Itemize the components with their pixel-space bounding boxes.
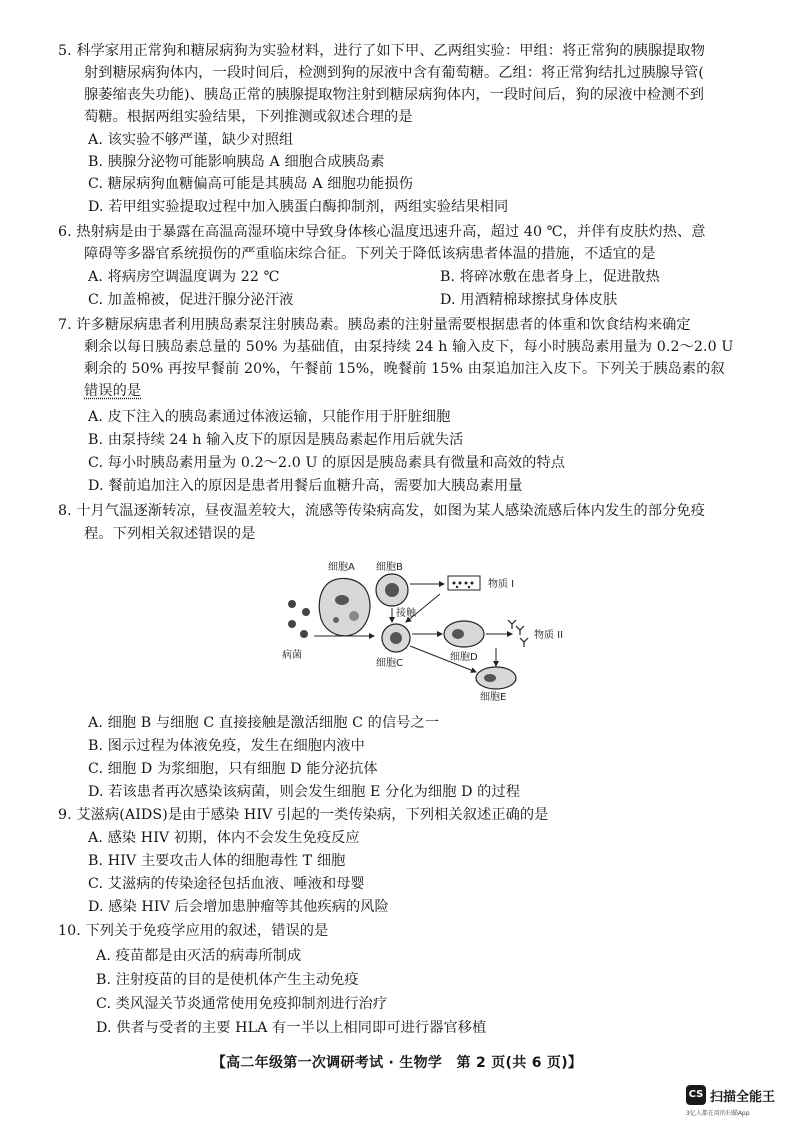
q10-option-d: D. 供者与受者的主要 HLA 有一半以上相同即可进行器官移植 xyxy=(96,1020,487,1036)
scanner-watermark xyxy=(686,1085,790,1119)
q8-stem-line-2: 程。下列相关叙述错误的是 xyxy=(84,526,256,542)
cell-d xyxy=(444,621,484,647)
label-cell-d: 细胞D xyxy=(450,652,478,663)
q9-option-c: C. 艾滋病的传染途径包括血液、唾液和母婴 xyxy=(88,876,365,892)
q8-option-c: C. 细胞 D 为浆细胞，只有细胞 D 能分泌抗体 xyxy=(88,761,378,777)
q10-option-c: C. 类风湿关节炎通常使用免疫抑制剂进行治疗 xyxy=(96,996,388,1012)
cell-b xyxy=(376,574,408,606)
q5-option-d: D. 若甲组实验提取过程中加入胰蛋白酶抑制剂，两组实验结果相同 xyxy=(88,199,509,215)
cell-c xyxy=(382,624,410,652)
q5-stem-line-4: 萄糖。根据两组实验结果，下列推测或叙述合理的是 xyxy=(84,109,413,125)
q7-stem-line-4: 错误的是 xyxy=(84,383,142,399)
q8-option-b: B. 图示过程为体液免疫，发生在细胞内液中 xyxy=(88,738,365,754)
label-substance-2: 物质 II xyxy=(534,630,564,641)
label-cell-c: 细胞C xyxy=(376,658,403,669)
q8-option-d: D. 若该患者再次感染该病菌，则会发生细胞 E 分化为细胞 D 的过程 xyxy=(88,784,521,800)
q5-stem-line-2: 射到糖尿病狗体内，一段时间后，检测到狗的尿液中含有葡萄糖。乙组：将正常狗结扎过胰腺导管( xyxy=(84,65,705,81)
q5-option-b: B. 胰腺分泌物可能影响胰岛 A 细胞合成胰岛素 xyxy=(88,154,385,170)
q6-option-a: A. 将病房空调温度调为 22 ℃ xyxy=(88,269,280,285)
label-cell-b: 细胞B xyxy=(376,562,403,573)
q5-stem-line-3: 腺萎缩丧失功能)、胰岛正常的胰腺提取物注射到糖尿病狗体内，一段时间后，狗的尿液中检测不到 xyxy=(84,87,705,103)
label-contact: 接触 xyxy=(396,608,416,619)
scanner-tagline: 3亿人都在用的扫描App xyxy=(686,1110,750,1117)
q10-option-b: B. 注射疫苗的目的是使机体产生主动免疫 xyxy=(96,972,359,988)
q7-option-c: C. 每小时胰岛素用量为 0.2～2.0 U 的原因是胰岛素具有微量和高效的特点 xyxy=(88,455,566,471)
q9-option-a: A. 感染 HIV 初期，体内不会发生免疫反应 xyxy=(88,830,360,846)
q7-option-d: D. 餐前追加注入的原因是患者用餐后血糖升高，需要加大胰岛素用量 xyxy=(88,478,523,494)
label-cell-a: 细胞A xyxy=(328,562,355,573)
q5-option-c: C. 糖尿病狗血糖偏高可能是其胰岛 A 细胞功能损伤 xyxy=(88,176,413,192)
q7-option-b: B. 由泵持续 24 h 输入皮下的原因是胰岛素起作用后就失活 xyxy=(88,432,464,448)
q9-stem-line-1: 9. 艾滋病(AIDS)是由于感染 HIV 引起的一类传染病，下列相关叙述正确的是 xyxy=(58,807,549,823)
page-footer: 【高二年级第一次调研考试 · 生物学 第 2 页(共 6 页)】 xyxy=(211,1055,583,1071)
label-substance-1: 物质 I xyxy=(488,579,515,590)
label-pathogen: 病菌 xyxy=(282,650,302,661)
cell-a xyxy=(319,578,370,635)
immune-response-diagram xyxy=(280,554,570,704)
q5-stem-line-1: 5. 科学家用正常狗和糖尿病狗为实验材料，进行了如下甲、乙两组实验：甲组：将正常狗的胰腺提取物 xyxy=(58,43,705,59)
pathogen-particles xyxy=(288,600,310,638)
q6-option-c: C. 加盖棉被，促进汗腺分泌汗液 xyxy=(88,292,294,308)
q10-option-a: A. 疫苗都是由灭活的病毒所制成 xyxy=(96,948,302,964)
q7-stem-line-1: 7. 许多糖尿病患者利用胰岛素泵注射胰岛素。胰岛素的注射量需要根据患者的体重和饮食结构来确定 xyxy=(58,317,691,333)
q9-option-b: B. HIV 主要攻击人体的细胞毒性 T 细胞 xyxy=(88,853,346,869)
q6-option-b: B. 将碎冰敷在患者身上，促进散热 xyxy=(440,269,660,285)
label-cell-e: 细胞E xyxy=(480,692,507,703)
q5-option-a: A. 该实验不够严谨，缺少对照组 xyxy=(88,132,294,148)
q10-stem-line-1: 10. 下列关于免疫学应用的叙述，错误的是 xyxy=(58,923,329,939)
q9-option-d: D. 感染 HIV 后会增加患肿瘤等其他疾病的风险 xyxy=(88,899,389,915)
q8-option-a: A. 细胞 B 与细胞 C 直接接触是激活细胞 C 的信号之一 xyxy=(88,715,440,731)
scanner-logo-icon: CS xyxy=(686,1085,706,1105)
scanner-app-name: 扫描全能王 xyxy=(710,1090,776,1105)
q7-option-a: A. 皮下注入的胰岛素通过体液运输，只能作用于肝脏细胞 xyxy=(88,409,451,425)
q8-stem-line-1: 8. 十月气温逐渐转凉，昼夜温差较大，流感等传染病高发，如图为某人感染流感后体内发生的部分免疫 xyxy=(58,503,705,519)
q7-stem-line-3: 剩余的 50% 再按早餐前 20%，午餐前 15%，晚餐前 15% 由泵追加注入皮下。下列关于胰岛素的叙 xyxy=(84,361,725,377)
q6-option-d: D. 用酒精棉球擦拭身体皮肤 xyxy=(440,292,618,308)
q6-stem-line-2: 障碍等多器官系统损伤的严重临床综合征。下列关于降低该病患者体温的措施，不适宜的是 xyxy=(84,246,656,262)
cell-e xyxy=(476,667,516,689)
q7-stem-line-2: 剩余以每日胰岛素总量的 50% 为基础值，由泵持续 24 h 输入皮下，每小时胰岛素用量为 0.2～2.0 U xyxy=(84,339,734,355)
substance-1-box xyxy=(448,576,480,590)
q6-stem-line-1: 6. 热射病是由于暴露在高温高湿环境中导致身体核心温度迅速升高，超过 40 ℃，并伴有皮肤灼热、意 xyxy=(58,224,706,240)
